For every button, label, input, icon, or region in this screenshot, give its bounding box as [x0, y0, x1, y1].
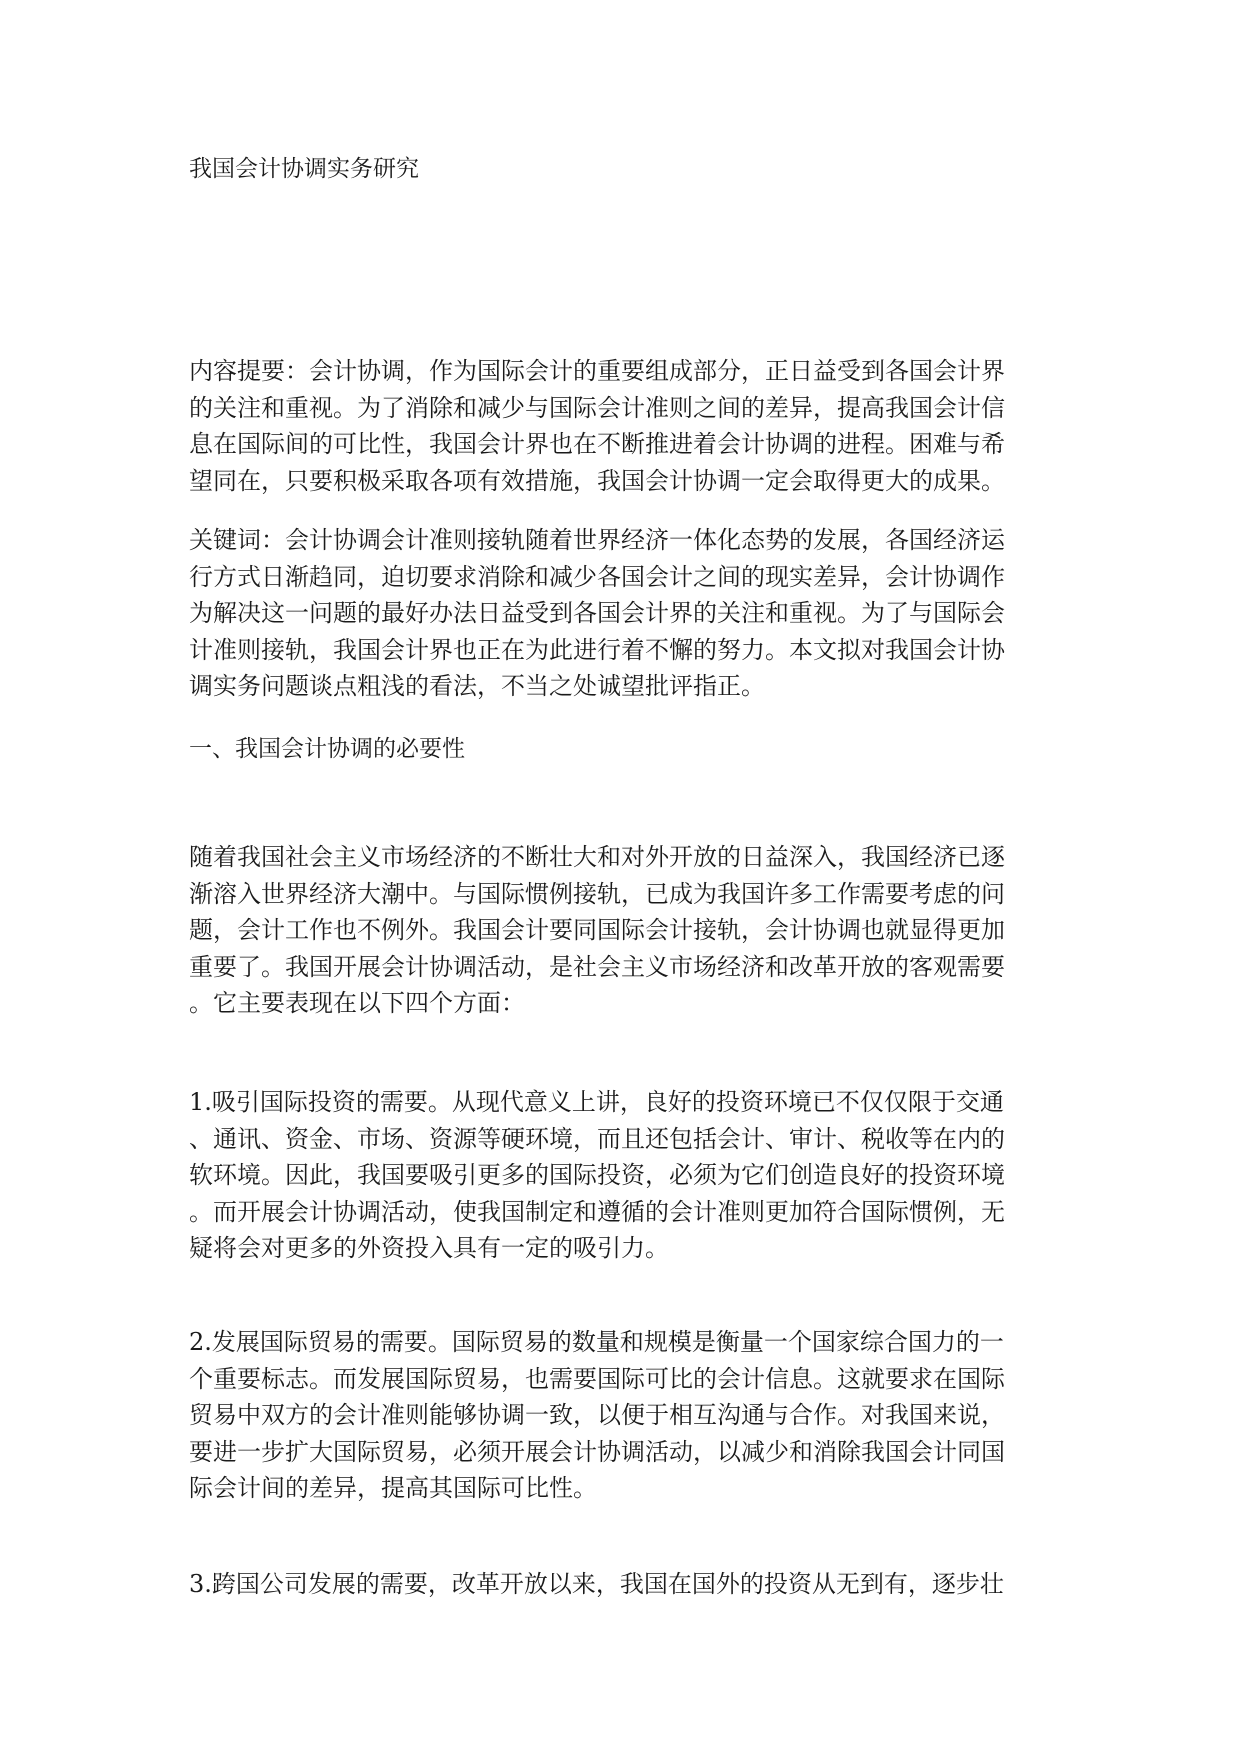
intro-line: 。它主要表现在以下四个方面： [189, 989, 525, 1017]
abstract-line: 的关注和重视。为了消除和减少与国际会计准则之间的差异，提高我国会计信 [189, 393, 1005, 422]
keywords-line: 为解决这一问题的最好办法日益受到各国会计界的关注和重视。为了与国际会 [189, 599, 1005, 627]
point1-line: 疑将会对更多的外资投入具有一定的吸引力。 [189, 1234, 669, 1262]
point3-paragraph [189, 1566, 1049, 1603]
keywords-paragraph [189, 522, 1049, 705]
abstract-line: 息在国际间的可比性，我国会计界也在不断推进着会计协调的进程。困难与希 [189, 430, 1005, 458]
section-heading: 一、我国会计协调的必要性 [189, 736, 465, 762]
intro-line: 题，会计工作也不例外。我国会计要同国际会计接轨，会计协调也就显得更加 [189, 916, 1005, 944]
abstract-line: 内容提要：会计协调，作为国际会计的重要组成部分，正日益受到各国会计界 [189, 357, 1005, 385]
point1-line: 、通讯、资金、市场、资源等硬环境，而且还包括会计、审计、税收等在内的 [189, 1124, 1005, 1153]
intro-line: 重要了。我国开展会计协调活动，是社会主义市场经济和改革开放的客观需要 [189, 952, 1005, 981]
point2-line: 要进一步扩大国际贸易，必须开展会计协调活动，以减少和消除我国会计同国 [189, 1437, 1005, 1466]
keywords-line: 关键词：会计协调会计准则接轨随着世界经济一体化态势的发展，各国经济运 [189, 526, 1005, 554]
abstract-paragraph [189, 353, 1049, 499]
point1-paragraph [189, 1084, 1049, 1267]
point3-line: 3.跨国公司发展的需要，改革开放以来，我国在国外的投资从无到有，逐步壮 [189, 1570, 1004, 1598]
intro-line: 随着我国社会主义市场经济的不断壮大和对外开放的日益深入，我国经济已逐 [189, 843, 1005, 871]
document-title: 我国会计协调实务研究 [189, 156, 419, 182]
point2-paragraph [189, 1324, 1049, 1507]
abstract-line: 望同在，只要积极采取各项有效措施，我国会计协调一定会取得更大的成果。 [189, 466, 1005, 495]
point2-line: 个重要标志。而发展国际贸易，也需要国际可比的会计信息。这就要求在国际 [189, 1364, 1005, 1393]
intro-paragraph [189, 839, 1049, 1022]
point1-line: 。而开展会计协调活动，使我国制定和遵循的会计准则更加符合国际惯例，无 [189, 1197, 1005, 1226]
keywords-line: 调实务问题谈点粗浅的看法，不当之处诚望批评指正。 [189, 672, 765, 700]
point2-line: 2.发展国际贸易的需要。国际贸易的数量和规模是衡量一个国家综合国力的一 [189, 1328, 1004, 1356]
point1-line: 1.吸引国际投资的需要。从现代意义上讲，良好的投资环境已不仅仅限于交通 [189, 1088, 1004, 1116]
point2-line: 际会计间的差异，提高其国际可比性。 [189, 1474, 597, 1502]
intro-line: 渐溶入世界经济大潮中。与国际惯例接轨，已成为我国许多工作需要考虑的问 [189, 879, 1005, 908]
point1-line: 软环境。因此，我国要吸引更多的国际投资，必须为它们创造良好的投资环境 [189, 1161, 1005, 1189]
keywords-line: 行方式日渐趋同，迫切要求消除和减少各国会计之间的现实差异，会计协调作 [189, 562, 1005, 591]
point2-line: 贸易中双方的会计准则能够协调一致，以便于相互沟通与合作。对我国来说， [189, 1401, 1005, 1429]
keywords-line: 计准则接轨，我国会计界也正在为此进行着不懈的努力。本文拟对我国会计协 [189, 635, 1005, 664]
